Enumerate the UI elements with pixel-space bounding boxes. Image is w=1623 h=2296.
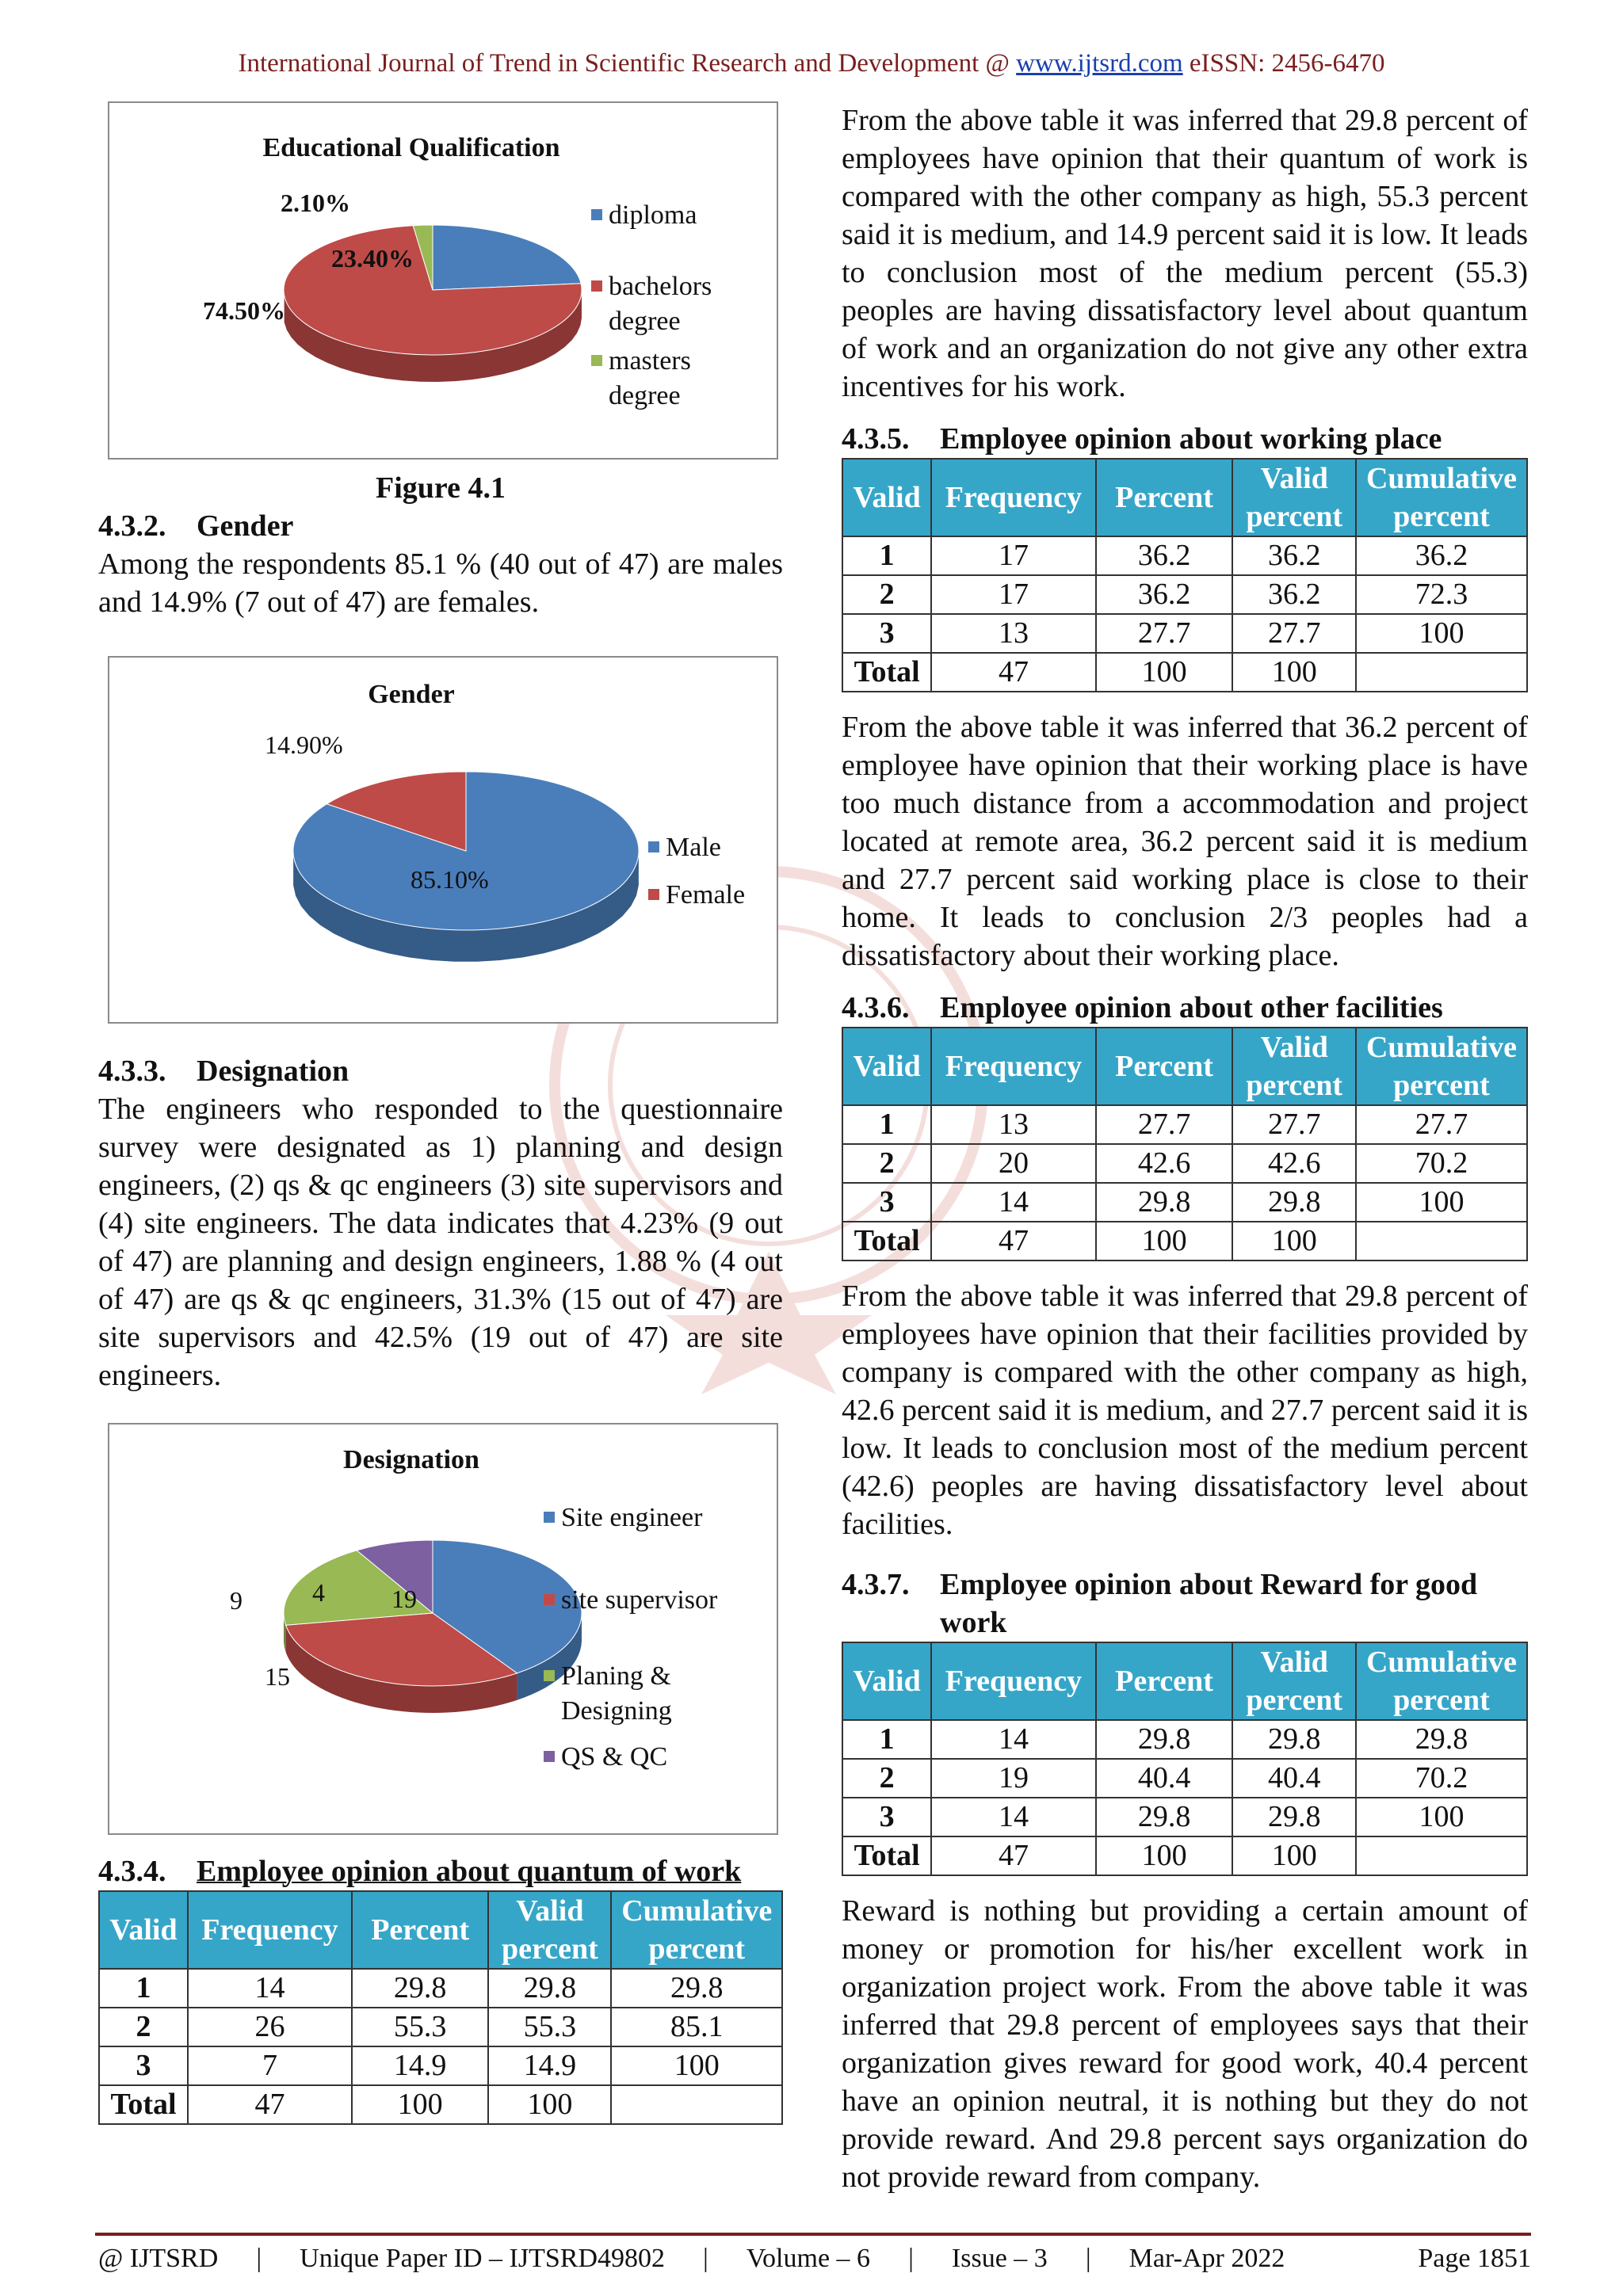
legend-swatch-icon — [544, 1670, 555, 1681]
table-cell: 2 — [842, 575, 931, 614]
table-cell: 100 — [1232, 653, 1356, 692]
footer-issue: Issue – 3 — [951, 2244, 1048, 2273]
reward-inference-text: Reward is nothing but providing a certain amount of money or promotion for his/her excellent work in organization project work. From the above table it was inferred that 29.8 percent of employees says that their organization gives reward for good work, 40.4 percent have an opinion neutral, it is nothing but they do not provide reward. And 29.8 percent says organization do not provide reward from company. — [842, 1894, 1528, 2194]
table-cell: 20 — [931, 1144, 1095, 1183]
table-header-cell: Percent — [1096, 1028, 1233, 1105]
table-header-cell: Frequency — [931, 1028, 1095, 1105]
legend-line: Designing — [561, 1696, 672, 1726]
table-cell: 36.2 — [1232, 575, 1356, 614]
legend-label: diploma — [609, 200, 697, 230]
table-cell: 2 — [99, 2008, 188, 2046]
edu-legend-bachelors — [591, 269, 712, 339]
legend-label: site supervisor — [561, 1585, 718, 1615]
designation-legend-qs-qc — [544, 1740, 717, 1775]
section-title: Gender — [197, 509, 294, 543]
table-header-cell: Percent — [1096, 459, 1233, 536]
legend-swatch-icon — [591, 209, 602, 220]
section-number: 4.3.3. — [98, 1055, 166, 1088]
legend-line: Planing & — [561, 1661, 671, 1691]
edu-legend-masters — [591, 344, 712, 414]
footer-separator: | — [1085, 2244, 1091, 2273]
table-cell: 19 — [931, 1759, 1095, 1798]
table-cell: 29.8 — [1232, 1798, 1356, 1836]
table-cell — [1356, 1222, 1527, 1261]
table-header-cell: Cumulative percent — [611, 1891, 782, 1969]
legend-line: bachelors — [609, 272, 712, 301]
designation-legend-site-engineer — [544, 1501, 717, 1535]
table-cell: 100 — [611, 2046, 782, 2085]
table-cell: 40.4 — [1232, 1759, 1356, 1798]
footer-rule — [95, 2233, 1531, 2236]
legend-label — [609, 269, 712, 339]
gender-legend-male — [648, 830, 745, 865]
table-header-cell: Frequency — [931, 459, 1095, 536]
table-cell: 3 — [842, 1798, 931, 1836]
facilities-inference-text: From the above table it was inferred that 29.8 percent of employees have opinion that their facilities provided by company is compared with the other company as high, 42.6 percent said it is medium, and 27.7 percent said it is low. It leads to conclusion most of the medium percent (42.6) peoples are having dissatisfactory level about facilities. — [842, 1280, 1528, 1541]
table-cell: 42.6 — [1232, 1144, 1356, 1183]
table-cell: 3 — [842, 1183, 931, 1222]
table-row — [842, 1798, 1527, 1836]
edu-label-masters: 2.10% — [281, 189, 350, 217]
table-cell: 36.2 — [1356, 536, 1527, 575]
table-cell: 100 — [1096, 1836, 1233, 1875]
table-cell: 55.3 — [352, 2008, 488, 2046]
gender-label-female: 14.90% — [265, 730, 343, 759]
edu-legend-diploma — [591, 198, 712, 233]
journal-website-link[interactable]: www.ijtsrd.com — [1016, 49, 1183, 78]
table-cell: 14 — [931, 1720, 1095, 1759]
edu-pie-slice-0 — [433, 225, 581, 290]
working-place-heading — [842, 420, 1528, 458]
table-row — [842, 536, 1527, 575]
table-header-cell: Cumulative percent — [1356, 1028, 1527, 1105]
table-cell: 29.8 — [1096, 1720, 1233, 1759]
table-row — [842, 575, 1527, 614]
working-place-table — [842, 458, 1528, 692]
table-cell: 47 — [931, 1836, 1095, 1875]
table-row — [842, 1759, 1527, 1798]
table-row — [842, 1222, 1527, 1261]
table-row — [99, 2085, 782, 2124]
legend-swatch-icon — [591, 280, 602, 292]
table-cell: 36.2 — [1232, 536, 1356, 575]
table-cell: 100 — [1096, 1222, 1233, 1261]
table-cell: 29.8 — [352, 1969, 488, 2008]
footer-separator: | — [908, 2244, 914, 2273]
table-cell: Total — [842, 653, 931, 692]
footer-paper-id: Unique Paper ID – IJTSRD49802 — [300, 2244, 665, 2273]
table-cell: 1 — [842, 1720, 931, 1759]
table-cell: 13 — [931, 1105, 1095, 1144]
table-cell: 3 — [99, 2046, 188, 2085]
quantum-heading — [98, 1852, 783, 1890]
table-cell: 29.8 — [1232, 1183, 1356, 1222]
table-cell: 2 — [842, 1144, 931, 1183]
designation-label-site-engineer: 19 — [391, 1585, 417, 1613]
gender-label-male: 85.10% — [411, 865, 489, 894]
table-header-cell: Frequency — [188, 1891, 352, 1969]
legend-line: degree — [609, 307, 681, 336]
table-header-cell: Valid — [99, 1891, 188, 1969]
table-row — [99, 2008, 782, 2046]
table-cell: 100 — [1356, 614, 1527, 653]
legend-label — [561, 1659, 672, 1729]
legend-swatch-icon — [544, 1751, 555, 1762]
quantum-inference-text: From the above table it was inferred that 29.8 percent of employees have opinion that their quantum of work is compared with the other company as high, 55.3 percent said it is medium, and 14.9 percent said it is low. It leads to conclusion most of the medium percent (55.3) peoples are having dissatisfactory level about quantum of work and an organization do not give any other extra incentives for his work. — [842, 104, 1528, 403]
table-cell: 36.2 — [1096, 575, 1233, 614]
edu-legend — [591, 198, 712, 420]
edu-label-bachelors: 74.50% — [203, 296, 285, 325]
reward-heading — [842, 1566, 1528, 1642]
table-cell: 17 — [931, 536, 1095, 575]
gender-text: Among the respondents 85.1 % (40 out of 47) are males and 14.9% (7 out of 47) are females. — [98, 547, 783, 619]
table-header-cell: Valid percent — [1232, 459, 1356, 536]
table-row — [842, 614, 1527, 653]
facilities-heading — [842, 989, 1528, 1027]
table-cell: 26 — [188, 2008, 352, 2046]
gender-chart-title: Gender — [368, 680, 455, 709]
legend-label: Female — [666, 880, 746, 910]
table-header-cell: Valid percent — [1232, 1028, 1356, 1105]
table-cell: Total — [99, 2085, 188, 2124]
table-header-cell: Valid percent — [1232, 1642, 1356, 1720]
table-cell: 85.1 — [611, 2008, 782, 2046]
legend-swatch-icon — [544, 1594, 555, 1605]
footer-page: Page 1851 — [1418, 2244, 1531, 2273]
section-number: 4.3.2. — [98, 509, 166, 543]
running-header — [0, 49, 1623, 78]
section-title-continued: work — [940, 1606, 1007, 1639]
quantum-table — [98, 1890, 783, 2125]
section-title: Employee opinion about other facilities — [940, 991, 1443, 1024]
table-cell: 29.8 — [1232, 1720, 1356, 1759]
table-cell: 47 — [188, 2085, 352, 2124]
table-cell: 27.7 — [1096, 614, 1233, 653]
table-cell: 29.8 — [1356, 1720, 1527, 1759]
table-cell: 29.8 — [1096, 1183, 1233, 1222]
table-row — [842, 1144, 1527, 1183]
table-header-cell: Valid — [842, 1028, 931, 1105]
designation-legend — [544, 1501, 717, 1781]
table-cell: 27.7 — [1356, 1105, 1527, 1144]
table-cell: 100 — [1356, 1183, 1527, 1222]
table-cell — [1356, 1836, 1527, 1875]
left-column — [98, 101, 783, 2125]
table-cell: 27.7 — [1096, 1105, 1233, 1144]
designation-chart-title: Designation — [343, 1445, 479, 1474]
edu-label-diploma: 23.40% — [331, 244, 414, 273]
designation-label-site-supervisor: 15 — [265, 1662, 290, 1691]
table-cell: Total — [842, 1836, 931, 1875]
table-cell: 14.9 — [352, 2046, 488, 2085]
table-row — [842, 1105, 1527, 1144]
table-cell: 100 — [352, 2085, 488, 2124]
table-cell: 42.6 — [1096, 1144, 1233, 1183]
table-cell: 100 — [1232, 1836, 1356, 1875]
designation-label-planning: 9 — [230, 1586, 242, 1615]
footer-separator: | — [703, 2244, 708, 2273]
table-header-cell: Cumulative percent — [1356, 1642, 1527, 1720]
table-cell: 29.8 — [611, 1969, 782, 2008]
legend-line: degree — [609, 381, 681, 410]
table-cell — [1356, 653, 1527, 692]
table-header-cell: Percent — [1096, 1642, 1233, 1720]
table-cell: 14 — [931, 1183, 1095, 1222]
section-number: 4.3.5. — [842, 422, 910, 456]
header-issn: eISSN: 2456-6470 — [1189, 49, 1385, 78]
footer-volume: Volume – 6 — [746, 2244, 871, 2273]
legend-line: masters — [609, 346, 691, 376]
table-header-cell: Cumulative percent — [1356, 459, 1527, 536]
working-place-inference-text: From the above table it was inferred that 36.2 percent of employee have opinion that their working place is have too much distance from a accommodation and project located at remote area, 36.2 percent said it is medium and 27.7 percent said working place is close to their home. It leads to conclusion 2/3 peoples had a dissatisfactory about their working place. — [842, 711, 1528, 972]
gender-chart — [108, 656, 778, 1024]
table-cell: 14.9 — [488, 2046, 611, 2085]
table-cell: 14 — [931, 1798, 1095, 1836]
table-cell: 100 — [1096, 653, 1233, 692]
legend-label — [609, 344, 691, 414]
running-footer — [98, 2244, 1531, 2274]
table-row — [842, 1720, 1527, 1759]
table-cell: 29.8 — [1096, 1798, 1233, 1836]
table-cell: 7 — [188, 2046, 352, 2085]
table-row — [842, 653, 1527, 692]
table-cell: 47 — [931, 653, 1095, 692]
designation-heading — [98, 1052, 783, 1090]
legend-label: QS & QC — [561, 1742, 668, 1772]
footer-date: Mar-Apr 2022 — [1128, 2244, 1285, 2273]
gender-legend — [648, 830, 745, 919]
edu-chart — [108, 101, 778, 460]
table-cell: 13 — [931, 614, 1095, 653]
table-cell: 100 — [1356, 1798, 1527, 1836]
designation-legend-site-supervisor — [544, 1583, 717, 1618]
designation-text: The engineers who responded to the questionnaire survey were designated as 1) planning and design engineers, (2) qs & qc engineers (3) site supervisors and (4) site engineers. The data indicates that 4.23% (9 out of 47) are planning and design engineers, 1.88 % (4 out of 47) are qs & qc engineers, 31.3% (15 out of 47) are site supervisors and 42.5% (19 out of 47) are site engineers. — [98, 1093, 783, 1392]
table-cell: 27.7 — [1232, 614, 1356, 653]
table-header-cell: Percent — [352, 1891, 488, 1969]
edu-chart-title: Educational Qualification — [262, 133, 560, 162]
legend-swatch-icon — [648, 889, 659, 900]
gender-heading — [98, 507, 783, 545]
table-cell: 40.4 — [1096, 1759, 1233, 1798]
section-number: 4.3.4. — [98, 1855, 166, 1888]
section-title: Designation — [197, 1055, 349, 1088]
table-row — [842, 1183, 1527, 1222]
table-header-cell: Valid — [842, 1642, 931, 1720]
section-number: 4.3.6. — [842, 991, 910, 1024]
table-cell: 27.7 — [1232, 1105, 1356, 1144]
table-header-cell: Valid percent — [488, 1891, 611, 1969]
table-row — [842, 1836, 1527, 1875]
table-cell: 100 — [1232, 1222, 1356, 1261]
right-column — [842, 101, 1528, 2196]
legend-swatch-icon — [648, 841, 659, 852]
designation-chart — [108, 1423, 778, 1835]
table-cell: 100 — [488, 2085, 611, 2124]
table-cell: 1 — [842, 536, 931, 575]
table-cell: 36.2 — [1096, 536, 1233, 575]
table-header-cell: Valid — [842, 459, 931, 536]
section-number: 4.3.7. — [842, 1568, 910, 1601]
table-cell: 70.2 — [1356, 1759, 1527, 1798]
section-title: Employee opinion about Reward for good — [940, 1568, 1478, 1601]
table-cell: 55.3 — [488, 2008, 611, 2046]
table-cell: Total — [842, 1222, 931, 1261]
footer-separator: | — [256, 2244, 262, 2273]
designation-label-qs-qc: 4 — [312, 1578, 325, 1607]
table-cell: 3 — [842, 614, 931, 653]
table-cell: 1 — [842, 1105, 931, 1144]
legend-label: Male — [666, 833, 721, 862]
section-title: Employee opinion about working place — [940, 422, 1442, 456]
figure-caption: Figure 4.1 — [376, 471, 506, 505]
reward-table — [842, 1642, 1528, 1876]
table-cell: 2 — [842, 1759, 931, 1798]
table-cell: 70.2 — [1356, 1144, 1527, 1183]
table-cell: 14 — [188, 1969, 352, 2008]
table-cell: 29.8 — [488, 1969, 611, 2008]
legend-swatch-icon — [544, 1512, 555, 1523]
header-journal-name: International Journal of Trend in Scientific Research and Development @ — [238, 49, 1010, 78]
legend-label: Site engineer — [561, 1503, 703, 1532]
table-row — [99, 2046, 782, 2085]
table-cell: 1 — [99, 1969, 188, 2008]
table-cell: 47 — [931, 1222, 1095, 1261]
legend-swatch-icon — [591, 355, 602, 366]
facilities-table — [842, 1027, 1528, 1261]
table-cell: 72.3 — [1356, 575, 1527, 614]
table-cell: 17 — [931, 575, 1095, 614]
footer-journal: @ IJTSRD — [98, 2244, 219, 2273]
table-row — [99, 1969, 782, 2008]
designation-legend-planning — [544, 1659, 717, 1729]
gender-legend-female — [648, 878, 745, 913]
table-cell — [611, 2085, 782, 2124]
section-title: Employee opinion about quantum of work — [197, 1855, 742, 1888]
table-header-cell: Frequency — [931, 1642, 1095, 1720]
